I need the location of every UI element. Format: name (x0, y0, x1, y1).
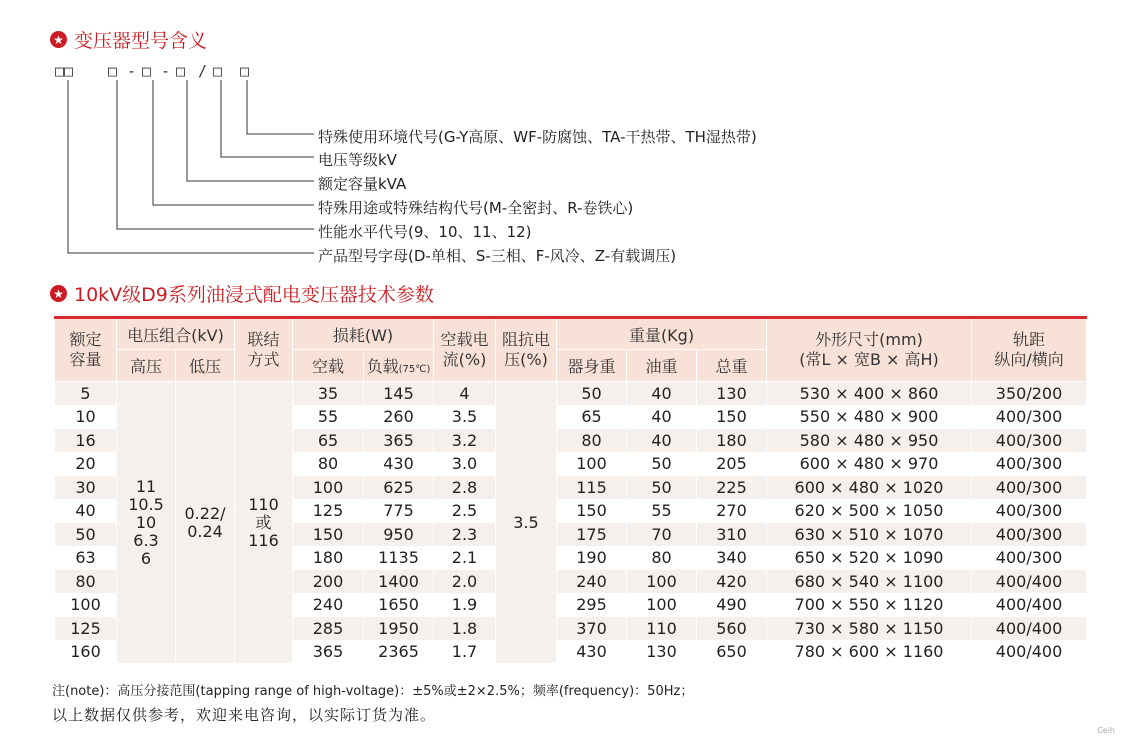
cell-gauge: 400/400 (972, 617, 1087, 641)
cell-capacity: 20 (55, 452, 117, 476)
cell-total-weight: 340 (697, 546, 767, 570)
header-hv: 高压 (117, 350, 176, 382)
cell-noload-loss: 80 (293, 452, 364, 476)
header-lv: 低压 (176, 350, 235, 382)
cell-noload-current: 1.8 (434, 617, 496, 641)
cell-capacity: 125 (55, 617, 117, 641)
cell-oil-weight: 100 (627, 593, 697, 617)
cell-impedance-merged: 3.5 (496, 382, 557, 664)
header-gauge: 轨距 纵向/横向 (972, 318, 1087, 382)
cell-noload-loss: 125 (293, 499, 364, 523)
spec-table (54, 316, 1087, 664)
cell-gauge: 400/400 (972, 593, 1087, 617)
cell-oil-weight: 110 (627, 617, 697, 641)
cell-noload-loss: 65 (293, 429, 364, 453)
header-total-weight: 总重 (697, 350, 767, 382)
meaning-capacity: 额定容量kVA (318, 175, 407, 193)
meaning-structure: 特殊用途或特殊结构代号(M-全密封、R-卷铁心) (318, 199, 634, 217)
cell-load-loss: 260 (364, 405, 434, 429)
cell-noload-current: 2.5 (434, 499, 496, 523)
meaning-letters: 产品型号字母(D-单相、S-三相、F-风冷、Z-有载调压) (318, 247, 677, 265)
cell-noload-loss: 200 (293, 570, 364, 594)
cell-gauge: 400/300 (972, 429, 1087, 453)
star-icon: ★ (50, 31, 67, 48)
code-box-capacity: □ (176, 62, 186, 80)
cell-body-weight: 80 (557, 429, 627, 453)
cell-body-weight: 370 (557, 617, 627, 641)
cell-body-weight: 65 (557, 405, 627, 429)
header-noload: 空载 (293, 350, 364, 382)
cell-capacity: 50 (55, 523, 117, 547)
code-dash: - (161, 62, 171, 80)
cell-hv-merged: 11 10.5 10 6.3 6 (117, 382, 176, 664)
cell-oil-weight: 50 (627, 476, 697, 500)
cell-dimensions: 680 × 540 × 1100 (767, 570, 972, 594)
cell-total-weight: 650 (697, 640, 767, 664)
code-dash: - (127, 62, 137, 80)
cell-oil-weight: 80 (627, 546, 697, 570)
cell-gauge: 400/300 (972, 499, 1087, 523)
code-box-voltage: □ (213, 62, 223, 80)
cell-total-weight: 205 (697, 452, 767, 476)
header-load-label: 负载 (366, 357, 399, 376)
cell-gauge: 400/300 (972, 476, 1087, 500)
cell-capacity: 10 (55, 405, 117, 429)
cell-noload-loss: 240 (293, 593, 364, 617)
cell-dimensions: 630 × 510 × 1070 (767, 523, 972, 547)
header-dimensions: 外形尺寸(mm) (常L × 宽B × 高H) (767, 318, 972, 382)
cell-total-weight: 310 (697, 523, 767, 547)
cell-total-weight: 560 (697, 617, 767, 641)
cell-noload-current: 1.7 (434, 640, 496, 664)
cell-body-weight: 295 (557, 593, 627, 617)
cell-body-weight: 50 (557, 382, 627, 406)
cell-capacity: 80 (55, 570, 117, 594)
header-load-unit: (75℃) (398, 364, 431, 375)
cell-load-loss: 775 (364, 499, 434, 523)
code-box-environment: □ (240, 62, 250, 80)
cell-gauge: 350/200 (972, 382, 1087, 406)
section-title-tech-params (50, 280, 434, 307)
cell-total-weight: 225 (697, 476, 767, 500)
cell-capacity: 63 (55, 546, 117, 570)
meaning-environment: 特殊使用环境代号(G-Y高原、WF-防腐蚀、TA-干热带、TH湿热带) (318, 128, 757, 146)
cell-load-loss: 430 (364, 452, 434, 476)
cell-total-weight: 420 (697, 570, 767, 594)
cell-total-weight: 270 (697, 499, 767, 523)
cell-total-weight: 130 (697, 382, 767, 406)
header-connection: 联结 方式 (235, 318, 293, 382)
cell-load-loss: 625 (364, 476, 434, 500)
cell-capacity: 160 (55, 640, 117, 664)
cell-noload-current: 2.8 (434, 476, 496, 500)
cell-body-weight: 150 (557, 499, 627, 523)
cell-capacity: 30 (55, 476, 117, 500)
cell-dimensions: 730 × 580 × 1150 (767, 617, 972, 641)
header-voltage: 电压组合(kV) (117, 318, 235, 350)
cell-gauge: 400/400 (972, 640, 1087, 664)
meaning-performance: 性能水平代号(9、10、11、12) (318, 223, 532, 241)
cell-load-loss: 365 (364, 429, 434, 453)
cell-noload-current: 2.1 (434, 546, 496, 570)
header-capacity: 额定 容量 (55, 318, 117, 382)
header-loss: 损耗(W) (293, 318, 434, 350)
cell-gauge: 400/300 (972, 546, 1087, 570)
cell-connection-merged: 110 或 116 (235, 382, 293, 664)
cell-capacity: 100 (55, 593, 117, 617)
note-disclaimer: 以上数据仅供参考，欢迎来电咨询，以实际订货为准。 (52, 706, 437, 724)
cell-load-loss: 145 (364, 382, 434, 406)
cell-gauge: 400/400 (972, 570, 1087, 594)
cell-load-loss: 2365 (364, 640, 434, 664)
header-impedance: 阻抗电 压(%) (496, 318, 557, 382)
cell-noload-loss: 55 (293, 405, 364, 429)
cell-body-weight: 100 (557, 452, 627, 476)
cell-noload-current: 1.9 (434, 593, 496, 617)
cell-dimensions: 780 × 600 × 1160 (767, 640, 972, 664)
cell-noload-current: 3.0 (434, 452, 496, 476)
header-oil-weight: 油重 (627, 350, 697, 382)
cell-body-weight: 115 (557, 476, 627, 500)
cell-noload-loss: 285 (293, 617, 364, 641)
cell-dimensions: 620 × 500 × 1050 (767, 499, 972, 523)
cell-noload-current: 3.2 (434, 429, 496, 453)
cell-total-weight: 490 (697, 593, 767, 617)
cell-dimensions: 600 × 480 × 1020 (767, 476, 972, 500)
cell-capacity: 5 (55, 382, 117, 406)
watermark: Ceih (1097, 726, 1115, 735)
cell-noload-loss: 150 (293, 523, 364, 547)
cell-body-weight: 175 (557, 523, 627, 547)
cell-noload-loss: 365 (293, 640, 364, 664)
cell-noload-current: 2.0 (434, 570, 496, 594)
cell-dimensions: 550 × 480 × 900 (767, 405, 972, 429)
cell-oil-weight: 40 (627, 382, 697, 406)
cell-lv-merged: 0.22/ 0.24 (176, 382, 235, 664)
cell-load-loss: 1135 (364, 546, 434, 570)
cell-dimensions: 580 × 480 × 950 (767, 429, 972, 453)
cell-oil-weight: 100 (627, 570, 697, 594)
cell-dimensions: 650 × 520 × 1090 (767, 546, 972, 570)
cell-oil-weight: 70 (627, 523, 697, 547)
cell-dimensions: 700 × 550 × 1120 (767, 593, 972, 617)
section-title-text: 10kV级D9系列油浸式配电变压器技术参数 (74, 284, 434, 306)
cell-body-weight: 240 (557, 570, 627, 594)
note-tapping-frequency: 注(note)：高压分接范围(tapping range of high-voltage)：±5%或±2×2.5%；频率(frequency)：50Hz； (52, 684, 694, 699)
cell-body-weight: 430 (557, 640, 627, 664)
cell-body-weight: 190 (557, 546, 627, 570)
cell-dimensions: 600 × 480 × 970 (767, 452, 972, 476)
meaning-voltage: 电压等级kV (318, 151, 397, 169)
cell-noload-current: 2.3 (434, 523, 496, 547)
cell-oil-weight: 40 (627, 429, 697, 453)
cell-oil-weight: 130 (627, 640, 697, 664)
cell-oil-weight: 55 (627, 499, 697, 523)
cell-noload-loss: 100 (293, 476, 364, 500)
cell-capacity: 16 (55, 429, 117, 453)
cell-oil-weight: 40 (627, 405, 697, 429)
cell-gauge: 400/300 (972, 405, 1087, 429)
cell-noload-loss: 35 (293, 382, 364, 406)
header-load (364, 350, 434, 382)
cell-gauge: 400/300 (972, 523, 1087, 547)
cell-dimensions: 530 × 400 × 860 (767, 382, 972, 406)
header-body-weight: 器身重 (557, 350, 627, 382)
cell-load-loss: 1650 (364, 593, 434, 617)
code-box-performance: □ (108, 62, 118, 80)
cell-total-weight: 180 (697, 429, 767, 453)
header-weight: 重量(Kg) (557, 318, 767, 350)
cell-oil-weight: 50 (627, 452, 697, 476)
star-icon: ★ (50, 285, 67, 302)
cell-load-loss: 1950 (364, 617, 434, 641)
cell-gauge: 400/300 (972, 452, 1087, 476)
cell-noload-current: 3.5 (434, 405, 496, 429)
cell-noload-loss: 180 (293, 546, 364, 570)
section-title-text: 变压器型号含义 (74, 30, 208, 52)
cell-load-loss: 1400 (364, 570, 434, 594)
header-noload-current: 空载电 流(%) (434, 318, 496, 382)
cell-total-weight: 150 (697, 405, 767, 429)
code-box-letters: □□ (55, 62, 74, 80)
code-slash: / (198, 62, 208, 80)
cell-noload-current: 4 (434, 382, 496, 406)
cell-load-loss: 950 (364, 523, 434, 547)
code-box-structure: □ (142, 62, 152, 80)
cell-capacity: 40 (55, 499, 117, 523)
table-row (55, 382, 1087, 406)
